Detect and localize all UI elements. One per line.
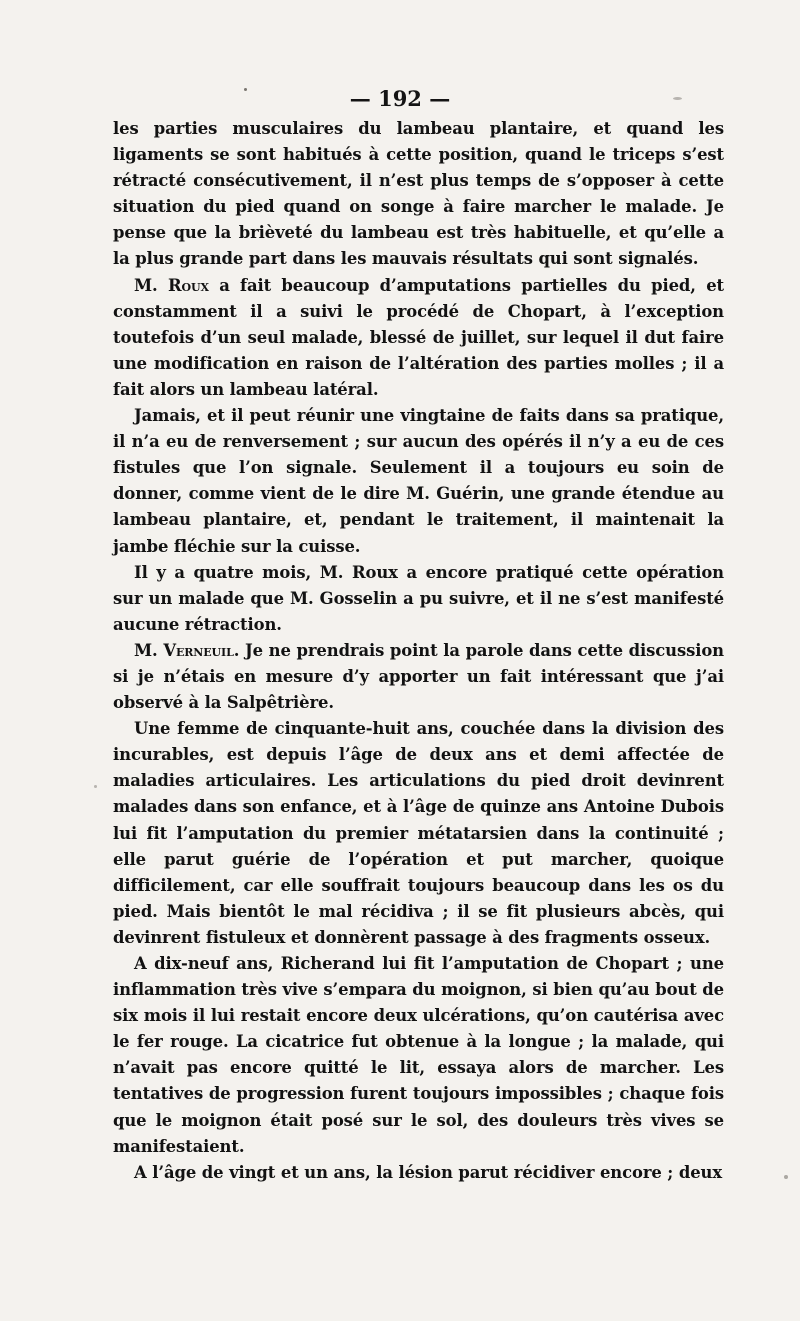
paragraph-7: A dix-neuf ans, Richerand lui fit l’amputation de Chopart ; une inflammation très vive s’empara du moignon, si bien qu’au bout de six mois il lui restait encore deux ulcérations, qu’on cautérisa avec le fer rouge. La cicatrice fut obtenue à la longue ; la malade, qui n’avait pas encore quitté le lit, essaya alors de marcher. Les tentatives de progression furent toujours impossibles ; chaque fois que le moignon était posé sur le sol, des douleurs très vives se manifestaient. xyxy=(113,954,724,1156)
page-number: — 192 — xyxy=(349,86,451,111)
speaker-name: M. Roux xyxy=(134,275,209,295)
paragraph-2 xyxy=(113,273,724,403)
paper-speck xyxy=(784,1175,788,1179)
paper-speck xyxy=(673,97,682,100)
paragraph-6: Une femme de cinquante-huit ans, couchée dans la division des incurables, est depuis l’âge de deux ans et demi affectée de maladies articulaires. Les articulations du pied droit devinrent malades dans son enfance, et à l’âge de quinze ans Antoine Dubois lui fit l’amputation du premier métatarsien dans la continuité ; elle parut guérie de l’opération et put marcher, quoique difficilement, car elle souffrait toujours beaucoup dans les os du pied. Mais bientôt le mal récidiva ; il se fit plusieurs abcès, qui devinrent fistuleux et donnèrent passage à des fragments osseux. xyxy=(113,719,724,947)
paragraph-5 xyxy=(113,638,724,716)
paragraph-text: a fait beaucoup d’amputations partielles du pied, et constamment il a suivi le procédé de Chopart, à l’exception toutefois d’un seul malade, blessé de juillet, sur lequel il dut faire une modification en raison de l’altération des parties molles ; il a fait alors un lambeau latéral. xyxy=(113,275,724,399)
paragraph-8: A l’âge de vingt et un ans, la lésion parut récidiver encore ; deux xyxy=(134,1162,723,1182)
speaker-name: M. Verneuil. xyxy=(134,640,240,660)
paragraph-4: Il y a quatre mois, M. Roux a encore pratiqué cette opération sur un malade que M. Gosselin a pu suivre, et il ne s’est manifesté aucune rétraction. xyxy=(113,562,724,634)
paragraph-text: Je ne prendrais point la parole dans cette discussion si je n’étais en mesure d’y apporter un fait intéressant que j’ai observé à la Salpêtrière. xyxy=(113,640,725,713)
paragraph-3: Jamais, et il peut réunir une vingtaine de faits dans sa pratique, il n’a eu de renversement ; sur aucun des opérés il n’y a eu de ces fistules que l’on signale. Seulement il a toujours eu soin de donner, comme vient de le dire M. Guérin, une grande étendue au lambeau plantaire, et, pendant le traitement, il maintenait la jambe fléchie sur la cuisse. xyxy=(113,406,724,556)
body-text xyxy=(113,116,724,1186)
paragraph-1: les parties musculaires du lambeau plantaire, et quand les ligaments se sont habitués à cette position, quand le triceps s’est rétracté consécutivement, il n’est plus temps de s’opposer à cette situation du pied quand on songe à faire marcher le malade. Je pense que la brièveté du lambeau est très habituelle, et qu’elle a la plus grande part dans les mauvais résultats qui sont signalés. xyxy=(113,119,724,269)
paper-speck xyxy=(94,785,97,788)
paper-speck xyxy=(244,88,247,91)
